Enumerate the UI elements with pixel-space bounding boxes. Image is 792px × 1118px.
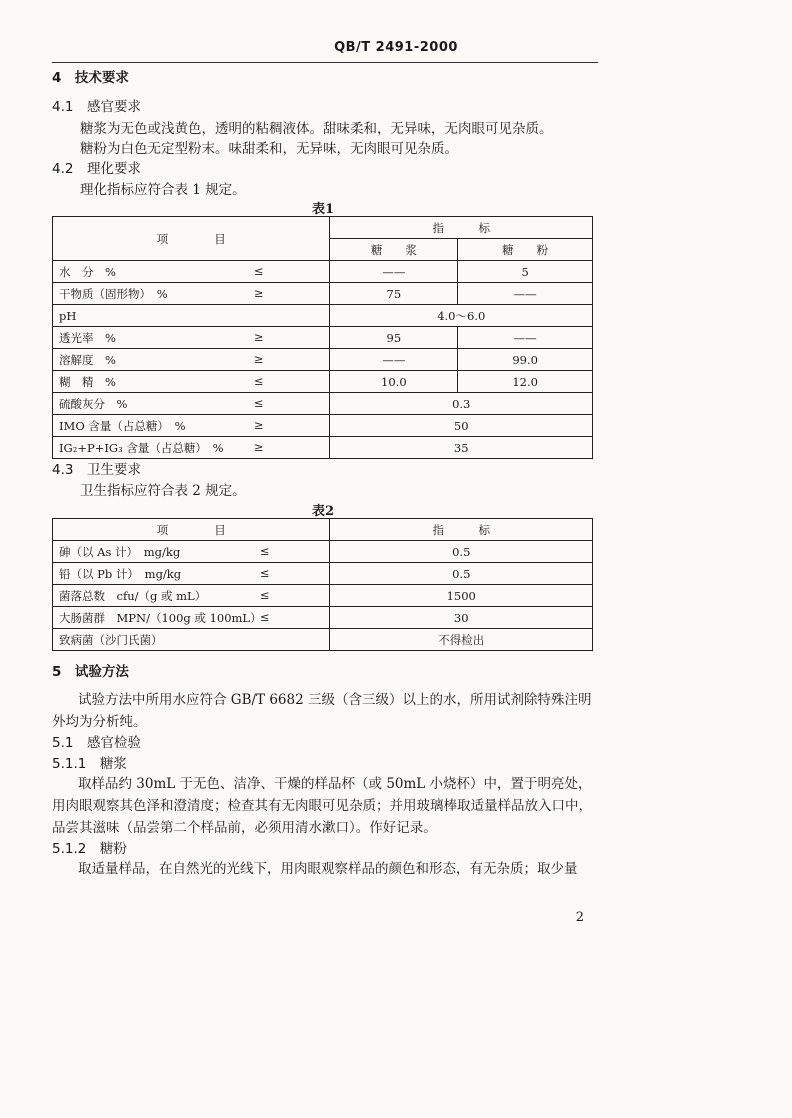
row-operator: ≤ bbox=[253, 396, 264, 410]
row-item: 透光率 % bbox=[59, 330, 116, 345]
header-rule bbox=[52, 62, 598, 63]
table1-caption: 表1 bbox=[311, 202, 335, 217]
powder-value: 12.0 bbox=[458, 371, 593, 393]
section-4-3-title: 4.3 卫生要求 bbox=[52, 462, 141, 478]
table-row bbox=[53, 327, 593, 349]
row-operator: ≤ bbox=[253, 374, 264, 388]
table2-header-item: 项 目 bbox=[53, 519, 330, 541]
merged-value: 4.0～6.0 bbox=[330, 305, 593, 327]
table1-header-powder: 糖 粉 bbox=[458, 239, 593, 261]
row-item: 溶解度 % bbox=[59, 352, 116, 367]
table-row bbox=[53, 629, 593, 651]
table1-header-item: 项 目 bbox=[53, 217, 330, 261]
table-row bbox=[53, 283, 593, 305]
section-5-intro: 试验方法中所用水应符合 GB/T 6682 三级（含三级）以上的水，所用试剂除特殊注明外均为分析纯。 bbox=[52, 692, 592, 730]
table2-header-index: 指 标 bbox=[330, 519, 593, 541]
table-row bbox=[53, 349, 593, 371]
table2 bbox=[52, 518, 593, 651]
syrup-value: 75 bbox=[330, 283, 458, 305]
table1-header-index: 指 标 bbox=[330, 217, 593, 239]
row-item: IG₂+P+IG₃ 含量（占总糖） % bbox=[59, 440, 224, 455]
row-item: 水 分 % bbox=[59, 264, 116, 279]
table-row bbox=[53, 607, 593, 629]
row-item: 大肠菌群 MPN/（100g 或 100mL） bbox=[59, 610, 262, 625]
row-operator: ≤ bbox=[259, 566, 270, 580]
table-row bbox=[53, 305, 593, 327]
section-4-1-title: 4.1 感官要求 bbox=[52, 99, 141, 115]
row-value: 1500 bbox=[330, 585, 593, 607]
powder-value: —— bbox=[458, 283, 593, 305]
row-operator: ≥ bbox=[253, 418, 264, 432]
syrup-value: —— bbox=[330, 349, 458, 371]
powder-value: 99.0 bbox=[458, 349, 593, 371]
row-value: 0.5 bbox=[330, 541, 593, 563]
table2-caption: 表2 bbox=[311, 504, 335, 519]
table-row bbox=[53, 393, 593, 415]
row-value: 不得检出 bbox=[330, 629, 593, 651]
row-value: 30 bbox=[330, 607, 593, 629]
merged-value: 50 bbox=[330, 415, 593, 437]
hygiene-intro: 卫生指标应符合表 2 规定。 bbox=[80, 483, 246, 499]
row-operator: ≥ bbox=[253, 440, 264, 454]
table-row bbox=[53, 563, 593, 585]
section-4-2-title: 4.2 理化要求 bbox=[52, 161, 141, 177]
section-5-title: 5 试验方法 bbox=[52, 664, 129, 680]
syrup-value: 95 bbox=[330, 327, 458, 349]
row-operator: ≤ bbox=[259, 588, 270, 602]
row-operator: ≥ bbox=[253, 352, 264, 366]
syrup-method-text: 取样品约 30mL 于无色、洁净、干燥的样品杯（或 50mL 小烧杯）中，置于明亮处，用肉眼观察其色泽和澄清度；检查其有无肉眼可见杂质；并用玻璃棒取适量样品放入口中，品尝其滋味（品尝第二个样品前，必须用清水漱口）。作好记录。 bbox=[52, 776, 592, 836]
table-row bbox=[53, 541, 593, 563]
section-5-1-title: 5.1 感官检验 bbox=[52, 735, 141, 751]
row-operator: ≤ bbox=[259, 544, 270, 558]
merged-value: 35 bbox=[330, 437, 593, 459]
table-row bbox=[53, 415, 593, 437]
table-row bbox=[53, 437, 593, 459]
row-operator: ≥ bbox=[253, 286, 264, 300]
row-item: 铅（以 Pb 计） mg/kg bbox=[59, 566, 182, 581]
powder-value: 5 bbox=[458, 261, 593, 283]
table-row bbox=[53, 261, 593, 283]
row-operator: ≤ bbox=[253, 264, 264, 278]
row-item: pH bbox=[59, 308, 77, 323]
row-value: 0.5 bbox=[330, 563, 593, 585]
row-operator: ≥ bbox=[253, 330, 264, 344]
standard-code-header: QB/T 2491-2000 bbox=[334, 40, 458, 55]
row-item: 硫酸灰分 % bbox=[59, 396, 128, 411]
table1 bbox=[52, 216, 593, 459]
section-4-title: 4 技术要求 bbox=[52, 70, 129, 86]
section-5-1-1-title: 5.1.1 糖浆 bbox=[52, 756, 127, 772]
row-item: IMO 含量（占总糖） % bbox=[59, 418, 186, 433]
row-item: 糊 精 % bbox=[59, 374, 116, 389]
row-item: 干物质（固形物） % bbox=[59, 286, 168, 301]
syrup-value: 10.0 bbox=[330, 371, 458, 393]
section-5-1-2-title: 5.1.2 糖粉 bbox=[52, 841, 127, 857]
physchem-intro: 理化指标应符合表 1 规定。 bbox=[80, 182, 246, 198]
table1-header-syrup: 糖 浆 bbox=[330, 239, 458, 261]
row-item: 菌落总数 cfu/（g 或 mL） bbox=[59, 588, 207, 603]
page-number: 2 bbox=[575, 910, 584, 925]
powder-value: —— bbox=[458, 327, 593, 349]
powder-method-text: 取适量样品，在自然光的光线下，用肉眼观察样品的颜色和形态，有无杂质；取少量 bbox=[78, 861, 578, 877]
table-row bbox=[53, 585, 593, 607]
row-item: 砷（以 As 计） mg/kg bbox=[59, 544, 181, 559]
row-operator: ≤ bbox=[259, 610, 270, 624]
powder-sensory-text: 糖粉为白色无定型粉末。味甜柔和，无异味，无肉眼可见杂质。 bbox=[80, 141, 458, 157]
row-item: 致病菌（沙门氏菌） bbox=[59, 632, 163, 647]
table-row bbox=[53, 371, 593, 393]
merged-value: 0.3 bbox=[330, 393, 593, 415]
syrup-sensory-text: 糖浆为无色或浅黄色，透明的粘稠液体。甜味柔和，无异味，无肉眼可见杂质。 bbox=[80, 121, 553, 137]
syrup-value: —— bbox=[330, 261, 458, 283]
